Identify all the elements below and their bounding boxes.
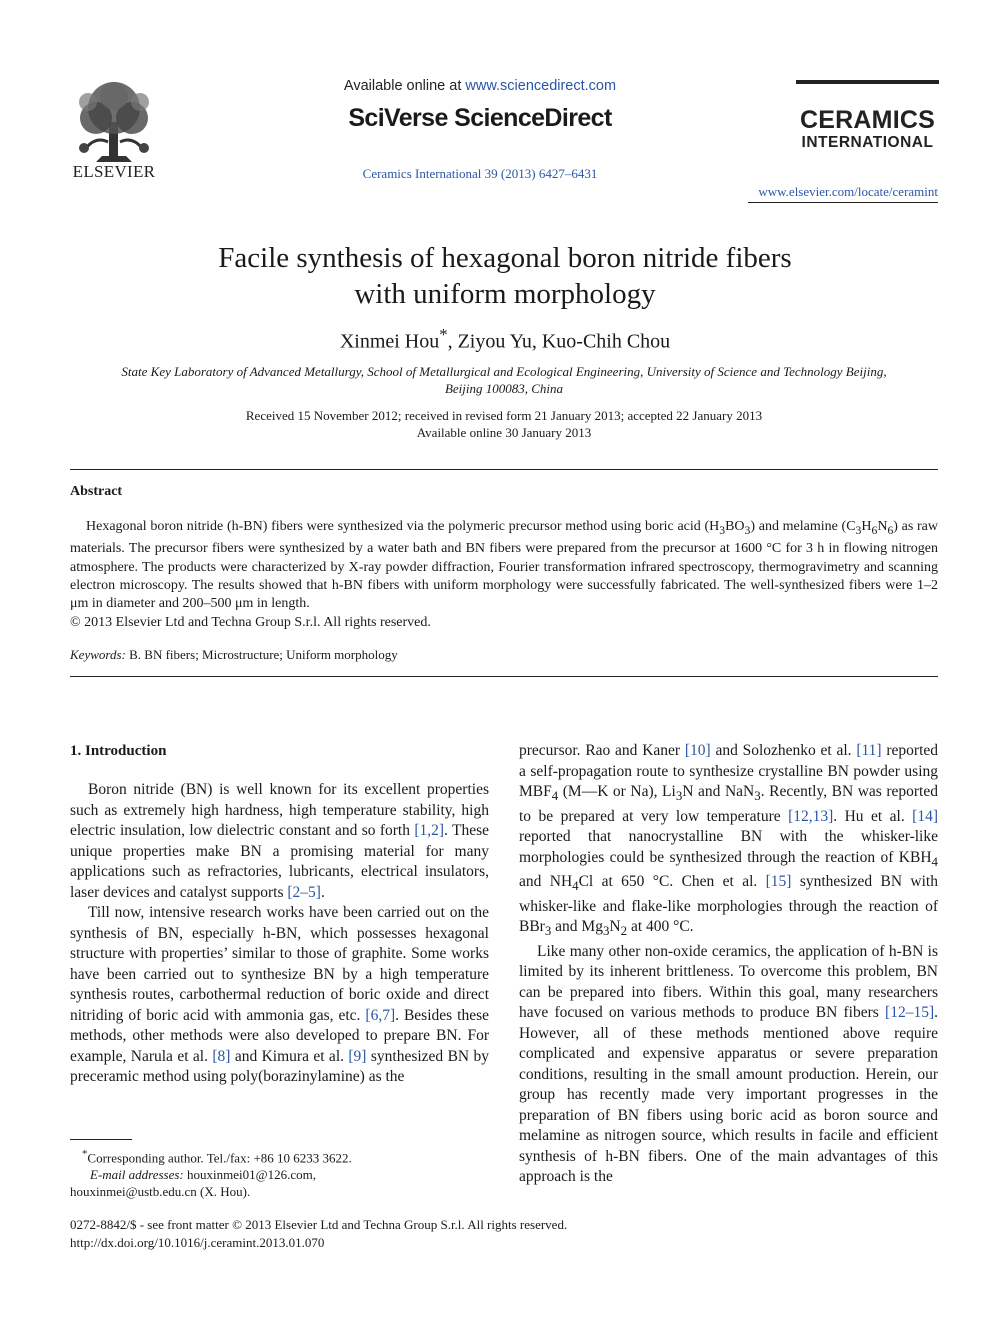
ref-link[interactable]: [6,7] bbox=[365, 1006, 396, 1024]
corresponding-author-note: *Corresponding author. Tel./fax: +86 10 6233 3622. bbox=[82, 1148, 352, 1166]
corresponding-mark[interactable]: * bbox=[439, 325, 448, 344]
ref-link[interactable]: [10] bbox=[684, 742, 711, 759]
journal-citation[interactable]: Ceramics International 39 (2013) 6427–6431 bbox=[362, 166, 598, 181]
ref-link[interactable]: [12,13] bbox=[788, 807, 834, 825]
journal-title: CERAMICS bbox=[800, 106, 935, 134]
intro-paragraph-2: Till now, intensive research works have been carried out on the synthesis of BN, especially h-BN, which possesses hexagonal structure with properties’ similar to those of graphite. Some works have been carried out to synthesize BN by a high temperature synthesis routes, carbothermal reduction of boric oxide and direct nitriding of boric acid with ammonia gas, etc. [6,7]. Besides these methods, other methods were also developed to prepare BN. For example, Narula et al. [8] and Kimura et al. [9] synthesized BN by preceramic method using poly(borazinylamine) as the bbox=[70, 904, 489, 1085]
ref-link[interactable]: [15] bbox=[765, 873, 792, 891]
footnote bbox=[70, 1146, 470, 1200]
other-authors: , Ziyou Yu, Kuo-Chih Chou bbox=[447, 330, 671, 353]
header-divider bbox=[748, 202, 938, 203]
email-address-2: houxinmei@ustb.edu.cn (X. Hou). bbox=[70, 1184, 251, 1200]
right-column bbox=[519, 741, 938, 1188]
doi-link[interactable]: http://dx.doi.org/10.1016/j.ceramint.2013.01.070 bbox=[70, 1235, 325, 1250]
article-dates: Received 15 November 2012; received in revised form 21 January 2013; accepted 22 January 2013 Available online 30 January 2013 bbox=[245, 408, 763, 440]
ref-link[interactable]: [1,2] bbox=[414, 822, 445, 839]
intro-paragraph-1: Boron nitride (BN) is well known for its excellent properties such as extremely high hardness, high temperature stability, high electric insulation, low dielectric constant and so forth [1,2]. These unique properties make BN a promising material for many applications such as refractories, lubricants, electrical insulators, laser devices and catalyst supports [2–5]. bbox=[70, 781, 489, 901]
section-heading-introduction: 1. Introduction bbox=[70, 743, 167, 759]
keywords-label: Keywords: bbox=[70, 647, 126, 662]
title-line-2: with uniform morphology bbox=[354, 278, 656, 310]
author-1[interactable]: Xinmei Hou bbox=[339, 330, 440, 353]
footnote-rule bbox=[70, 1139, 132, 1140]
journal-url-link[interactable]: www.elsevier.com/locate/ceramint bbox=[758, 184, 938, 199]
ref-link[interactable]: [9] bbox=[348, 1047, 367, 1065]
ref-link[interactable]: [8] bbox=[212, 1047, 231, 1065]
ref-link[interactable]: [11] bbox=[856, 742, 882, 759]
keywords-text: B. BN fibers; Microstructure; Uniform morphology bbox=[125, 647, 398, 662]
sciverse-brand: SciVerse ScienceDirect bbox=[348, 104, 612, 132]
abstract-body bbox=[70, 518, 938, 632]
author-list bbox=[140, 325, 870, 354]
journal-rule bbox=[796, 80, 939, 84]
intro-paragraph-2-cont: precursor. Rao and Kaner [10] and Solozhenko et al. [11] reported a self-propagation route to synthesize crystalline BN powder using $MBF_4$ (M—K or Na), $Li_3N$ and NaN$_3$. Recently, BN was reported to be prepared at very low temperature [12,13]. Hu et al. [14] reported that nanocrystalline BN with the whisker-like morphologies could be synthesized through the reaction of $KBH_4$ and $NH_4Cl$ at 650 °C. Chen et al. [15] synthesized BN with whisker-like and flake-like morphologies through the reaction of BBr$_3$ and $Mg_3N_2$ at 400 °C. bbox=[519, 742, 939, 939]
abstract-heading: Abstract bbox=[70, 484, 123, 499]
ref-link[interactable]: [14] bbox=[912, 807, 938, 825]
keywords bbox=[70, 647, 938, 663]
title-line-1: Facile synthesis of hexagonal boron nitride fibers bbox=[218, 242, 792, 274]
issn-copyright: 0272-8842/$ - see front matter © 2013 Elsevier Ltd and Techna Group S.r.l. All rights reserved. bbox=[70, 1217, 568, 1232]
abstract-top-rule bbox=[70, 469, 938, 470]
front-matter-info bbox=[70, 1216, 770, 1252]
abstract-bottom-rule bbox=[70, 676, 938, 677]
publisher-name: ELSEVIER bbox=[72, 162, 156, 181]
article-title bbox=[140, 240, 870, 312]
availability-line: Available online at www.sciencedirect.com bbox=[343, 78, 617, 94]
journal-subtitle: INTERNATIONAL bbox=[801, 134, 934, 151]
sciencedirect-link[interactable]: www.sciencedirect.com bbox=[465, 78, 617, 94]
abstract-copyright: © 2013 Elsevier Ltd and Techna Group S.r.l. All rights reserved. bbox=[70, 614, 431, 630]
abstract-text: Hexagonal boron nitride (h-BN) fibers were synthesized via the polymeric precursor method using boric acid $(H_3BO_3)$ and melamine $(C_3H_6N_6)$ as raw materials. The precursor fibers were synthesized by a water bath and BN fibers were prepared from the precursor at 1600 °C for 3 h in flowing nitrogen atmosphere. The products were characterized by X-ray powder diffraction, Fourier transformation infrared spectroscopy, thermogravimetry and scanning electron microscopy. The results showed that h-BN fibers with uniform morphology were successfully fabricated. The well-synthesized fibers were 1–2 μm in diameter and 200–500 μm in length. bbox=[70, 519, 938, 612]
intro-paragraph-3: Like many other non-oxide ceramics, the application of h-BN is limited by its inherent brittleness. To overcome this problem, BN can be prepared into fibers. Within this goal, many researchers have focused on various methods to produce BN fibers [12–15]. However, all of these methods mentioned above require complicated and expensive apparatus or severe preparation conditions, resulting in the small amount production. Herein, our group has recently made very important progresses in the preparation of BN fibers using boric acid as boron source and melamine as nitrogen source, which results in facile and efficient synthesis of h-BN fibers. One of the main advantages of this approach is the bbox=[519, 942, 938, 1186]
email-addresses: E-mail addresses: houxinmei01@126.com, bbox=[90, 1167, 316, 1183]
ref-link[interactable]: [12–15] bbox=[885, 1004, 935, 1022]
affiliation: State Key Laboratory of Advanced Metallurgy, School of Metallurgical and Ecological Engineering, University of Science and Technology Beijing, Beijing 100083, China bbox=[121, 364, 887, 396]
left-column bbox=[70, 780, 489, 1088]
ref-link[interactable]: [2–5] bbox=[287, 883, 321, 901]
